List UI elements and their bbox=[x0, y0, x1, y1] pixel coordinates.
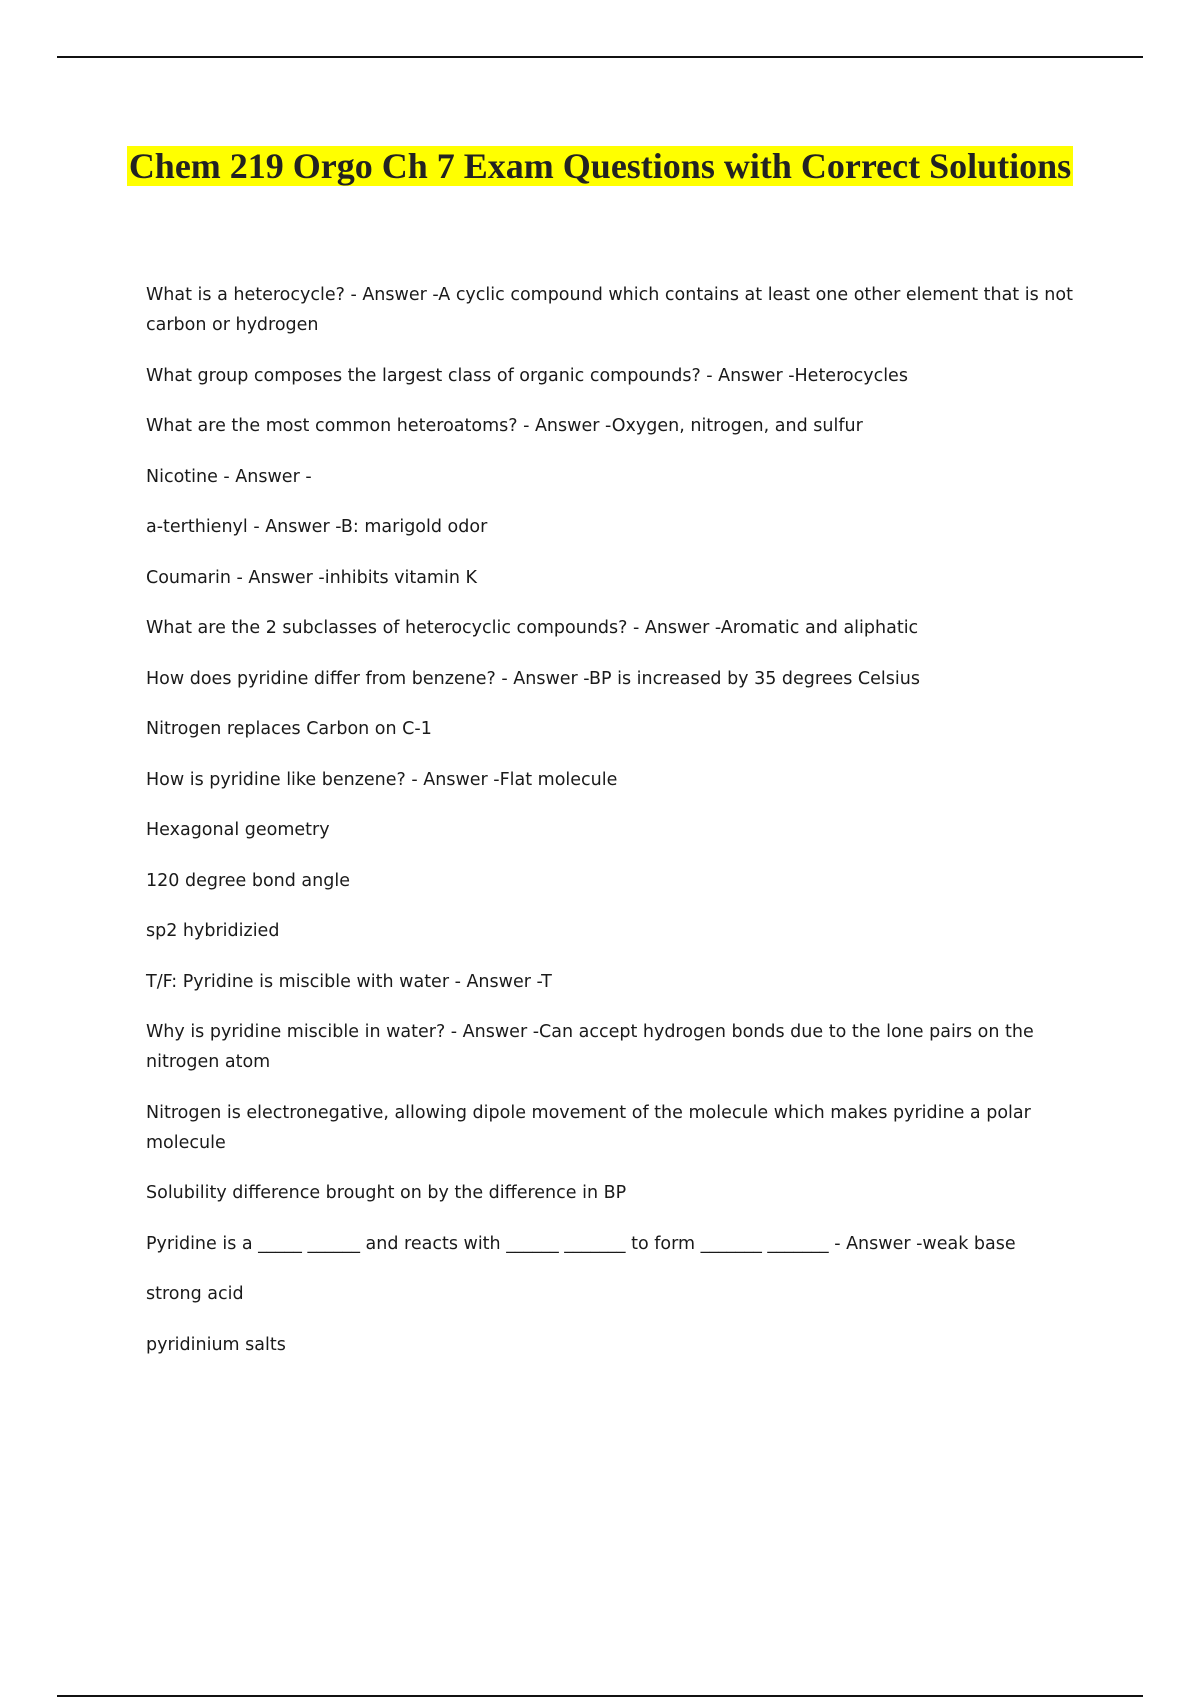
paragraph: How is pyridine like benzene? - Answer -Flat molecule bbox=[146, 769, 618, 790]
paragraph: Nitrogen is electronegative, allowing dipole movement of the molecule which makes pyridine a polar molecule bbox=[146, 1102, 1031, 1153]
document-body bbox=[146, 280, 1076, 1380]
bottom-rule bbox=[57, 1695, 1143, 1697]
paragraph: a-terthienyl - Answer -B: marigold odor bbox=[146, 517, 488, 537]
paragraph: strong acid bbox=[146, 1284, 244, 1304]
paragraph: Coumarin - Answer -inhibits vitamin K bbox=[146, 567, 477, 588]
paragraph: What are the 2 subclasses of heterocyclic compounds? - Answer -Aromatic and aliphatic bbox=[146, 618, 919, 638]
paragraph: Nitrogen replaces Carbon on C-1 bbox=[146, 719, 432, 739]
document-title bbox=[120, 145, 1080, 187]
paragraph: Hexagonal geometry bbox=[146, 820, 330, 840]
paragraph: What is a heterocycle? - Answer -A cyclic compound which contains at least one other element that is not carbon or hydrogen bbox=[146, 285, 1073, 335]
paragraph: How does pyridine differ from benzene? - Answer -BP is increased by 35 degrees Celsius bbox=[146, 668, 920, 689]
paragraph: Solubility difference brought on by the difference in BP bbox=[146, 1183, 627, 1203]
top-rule bbox=[57, 56, 1143, 58]
paragraph: T/F: Pyridine is miscible with water - Answer -T bbox=[146, 971, 552, 992]
paragraph: Nicotine - Answer - bbox=[146, 466, 312, 487]
paragraph: Why is pyridine miscible in water? - Answer -Can accept hydrogen bonds due to the lone pairs on the nitrogen atom bbox=[146, 1022, 1034, 1072]
paragraph: What group composes the largest class of organic compounds? - Answer -Heterocycles bbox=[146, 365, 908, 386]
paragraph: Pyridine is a _____ ______ and reacts with ______ _______ to form _______ _______ - Answer -weak base bbox=[146, 1233, 1016, 1254]
document-title-text: Chem 219 Orgo Ch 7 Exam Questions with Correct Solutions bbox=[128, 146, 1072, 186]
paragraph: 120 degree bond angle bbox=[146, 870, 350, 891]
paragraph: pyridinium salts bbox=[146, 1334, 286, 1355]
paragraph: What are the most common heteroatoms? - Answer -Oxygen, nitrogen, and sulfur bbox=[146, 416, 863, 436]
paragraph: sp2 hybridizied bbox=[146, 921, 280, 941]
